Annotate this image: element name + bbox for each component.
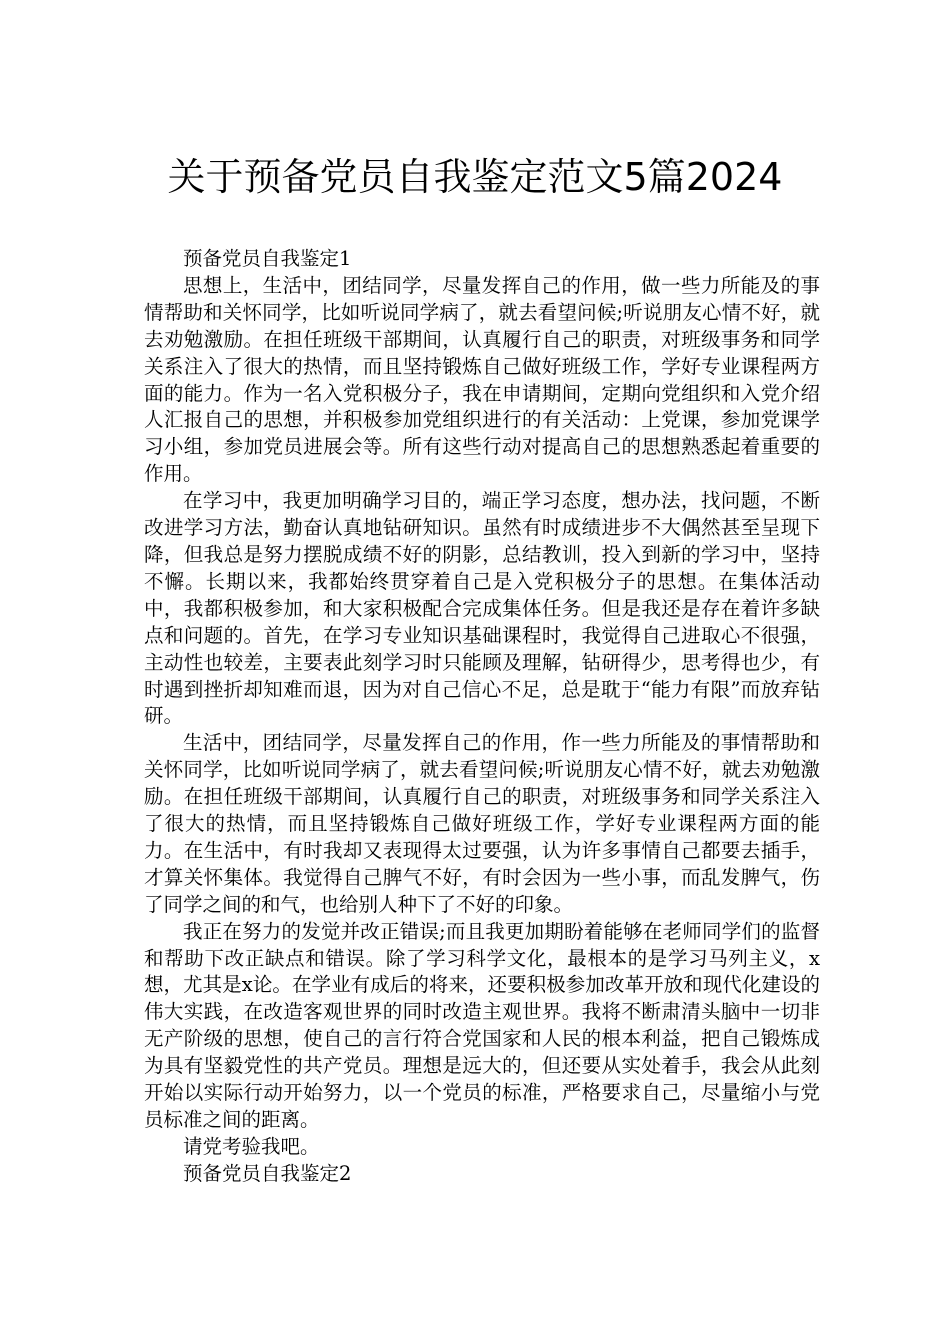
paragraph: 在学习中，我更加明确学习目的，端正学习态度，想办法，找问题，不断改进学习方法，勤奋认真地钻研知识。虽然有时成绩进步不大偶然甚至呈现下降，但我总是努力摆脱成绩不好的阴影，总结教训，投入到新的学习中，坚持不懈。长期以来，我都始终贯穿着自己是入党积极分子的思想。在集体活动中，我都积极参加，和大家积极配合完成集体任务。但是我还是存在着许多缺点和问题的。首先，在学习专业知识基础课程时，我觉得自己进取心不很强，主动性也较差，主要表此刻学习时只能顾及理解，钻研得少，思考得也少，有时遇到挫折却知难而退，因为对自己信心不足，总是耽于“能力有限”而放弃钻研。 bbox=[144, 489, 820, 728]
paragraph: 请党考验我吧。 bbox=[183, 1134, 320, 1158]
section-heading: 预备党员自我鉴定1 bbox=[183, 247, 352, 270]
paragraph: 生活中，团结同学，尽量发挥自己的作用，作一些力所能及的事情帮助和关怀同学，比如听说同学病了，就去看望问候;听说朋友心情不好，就去劝勉激励。在担任班级干部期间，认真履行自己的职责，对班级事务和同学关系注入了很大的热情，而且坚持锻炼自己做好班级工作，学好专业课程两方面的能力。在生活中，有时我却又表现得太过要强，认为许多事情自己都要去插手，才算关怀集体。我觉得自己脾气不好，有时会因为一些小事，而乱发脾气，伤了同学之间的和气，也给别人种下了不好的印象。 bbox=[144, 731, 820, 916]
paragraph: 思想上，生活中，团结同学，尽量发挥自己的作用，做一些力所能及的事情帮助和关怀同学，比如听说同学病了，就去看望问候;听说朋友心情不好，就去劝勉激励。在担任班级干部期间，认真履行自己的职责，对班级事务和同学关系注入了很大的热情，而且坚持锻炼自己做好班级工作，学好专业课程两方面的能力。作为一名入党积极分子，我在申请期间，定期向党组织和入党介绍人汇报自己的思想，并积极参加党组织进行的有关活动：上党课，参加党课学习小组，参加党员进展会等。所有这些行动对提高自己的思想熟悉起着重要的作用。 bbox=[144, 273, 820, 486]
section-heading: 预备党员自我鉴定2 bbox=[183, 1161, 352, 1185]
paragraph: 我正在努力的发觉并改正错误;而且我更加期盼着能够在老师同学们的监督和帮助下改正缺点和错误。除了学习科学文化，最根本的是学习马列主义，x想，尤其是x论。在学业有成后的将来，还要积极参加改革开放和现代化建设的伟大实践，在改造客观世界的同时改造主观世界。我将不断肃清头脑中一切非无产阶级的思想，使自己的言行符合党国家和人民的根本利益，把自己锻炼成为具有坚毅党性的共产党员。理想是远大的，但还要从实处着手，我会从此刻开始以实际行动开始努力，以一个党员的标准，严格要求自己，尽量缩小与党员标准之间的距离。 bbox=[144, 919, 820, 1131]
document-body bbox=[144, 246, 820, 1188]
document-title: 关于预备党员自我鉴定范文5篇2024 bbox=[167, 155, 783, 200]
